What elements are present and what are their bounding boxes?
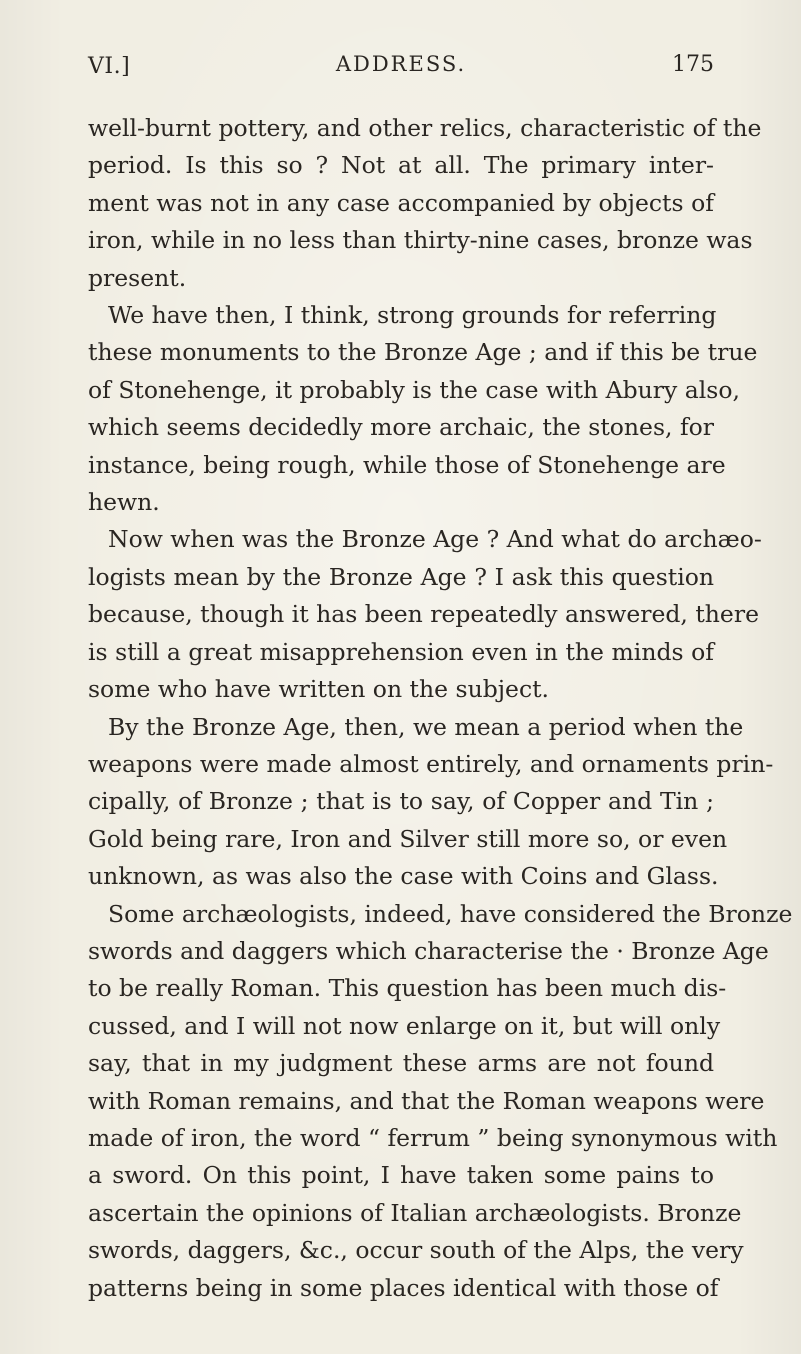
text-line: these monuments to the Bronze Age ; and if this be true — [88, 338, 758, 367]
text-line: swords, daggers, &c., occur south of the Alps, the very — [88, 1236, 744, 1265]
running-header — [88, 52, 714, 92]
text-line: Gold being rare, Iron and Silver still more so, or even — [88, 824, 728, 853]
text-line: which seems decidedly more archaic, the stones, for — [88, 413, 715, 442]
text-line: By the Bronze Age, then, we mean a period when the — [108, 712, 744, 741]
text-line: hewn. — [88, 488, 160, 517]
body-text — [88, 110, 793, 1307]
text-line: present. — [88, 263, 187, 292]
text-line: cipally, of Bronze ; that is to say, of Copper and Tin ; — [88, 787, 714, 816]
text-line: is still a great misapprehension even in the minds of — [88, 637, 714, 666]
text-line: unknown, as was also the case with Coins and Glass. — [88, 862, 719, 891]
text-line: well-burnt pottery, and other relics, characteristic of the — [88, 114, 762, 142]
page-number: 175 — [672, 52, 714, 77]
text-line: We have then, I think, strong grounds for referring — [108, 301, 717, 330]
text-line: weapons were made almost entirely, and ornaments prin- — [88, 749, 774, 778]
text-line: a sword. On this point, I have taken some pains to — [88, 1161, 714, 1190]
text-line: patterns being in some places identical with those of — [88, 1273, 719, 1302]
text-line: logists mean by the Bronze Age ? I ask this question — [88, 562, 714, 591]
text-line: with Roman remains, and that the Roman weapons were — [88, 1086, 765, 1115]
text-line: Some archæologists, indeed, have considered the Bronze — [108, 899, 793, 928]
text-line: swords and daggers which characterise the · Bronze Age — [88, 936, 769, 965]
text-line: period. Is this so ? Not at all. The primary inter- — [88, 151, 714, 180]
text-line: iron, while in no less than thirty-nine cases, bronze was — [88, 226, 753, 255]
running-title: ADDRESS. — [335, 52, 467, 76]
text-line: of Stonehenge, it probably is the case with Abury also, — [88, 375, 740, 404]
text-line: say, that in my judgment these arms are not found — [88, 1049, 714, 1078]
section-number: VI.] — [88, 54, 131, 79]
text-line: Now when was the Bronze Age ? And what do archæo- — [108, 525, 762, 554]
text-line: made of iron, the word “ ferrum ” being synonymous with — [88, 1123, 778, 1152]
text-line: to be really Roman. This question has been much dis- — [88, 974, 727, 1003]
text-line: ment was not in any case accompanied by objects of — [88, 188, 714, 217]
text-line: because, though it has been repeatedly answered, there — [88, 600, 759, 629]
text-line: instance, being rough, while those of Stonehenge are — [88, 450, 726, 479]
text-line: cussed, and I will not now enlarge on it, but will only — [88, 1011, 721, 1040]
text-line: ascertain the opinions of Italian archæologists. Bronze — [88, 1198, 742, 1227]
text-line: some who have written on the subject. — [88, 675, 550, 704]
